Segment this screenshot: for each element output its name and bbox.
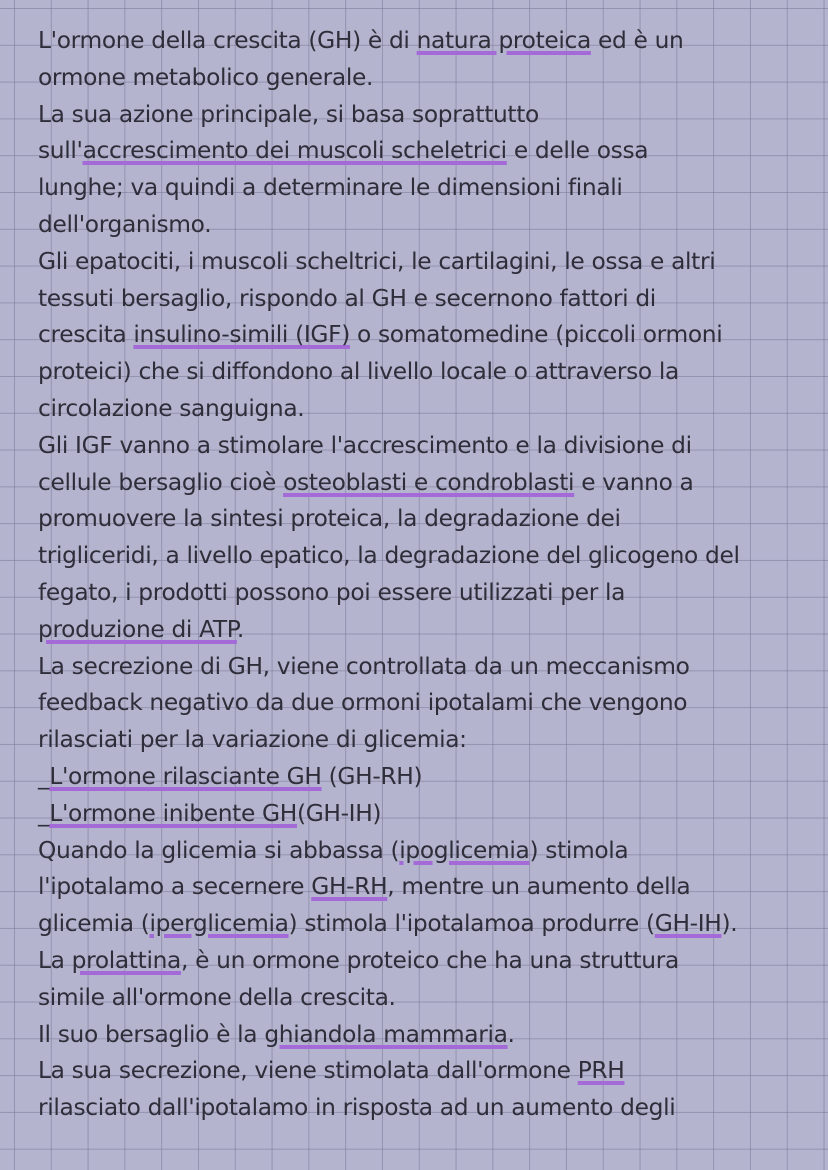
text-segment: La sua secrezione, viene stimolata dall'ormone <box>38 1056 578 1085</box>
text-segment: glicemia ( <box>38 909 150 938</box>
text-segment: rilasciato dall'ipotalamo in risposta ad un aumento degli <box>38 1093 676 1122</box>
text-segment: tessuti bersaglio, rispondo al GH e secernono fattori di <box>38 283 656 312</box>
text-line <box>38 22 822 59</box>
text-segment: Gli epatociti, i muscoli scheltrici, le cartilagini, le ossa e altri <box>38 246 716 275</box>
highlighted-phrase: iperglicemia <box>149 909 289 938</box>
text-segment: Quando la glicemia si abbassa ( <box>38 835 400 864</box>
text-segment: dell'organismo. <box>38 209 212 238</box>
text-line <box>38 832 822 869</box>
highlighted-phrase: produzione di ATP <box>38 614 237 643</box>
text-line <box>38 684 822 721</box>
text-line <box>38 316 822 353</box>
highlighted-phrase: GH-RH <box>311 872 388 901</box>
text-segment: (GH-IH) <box>296 798 382 827</box>
text-line <box>38 132 822 169</box>
text-segment: sull' <box>38 136 83 165</box>
text-line <box>38 1089 822 1126</box>
text-segment: proteici) che si diffondono al livello locale o attraverso la <box>38 357 679 386</box>
text-line <box>38 758 822 795</box>
text-segment: ed è un <box>590 26 684 54</box>
text-segment: e delle ossa <box>506 136 649 165</box>
highlighted-phrase: accrescimento dei muscoli scheletrici <box>82 136 507 165</box>
text-segment: circolazione sanguigna. <box>38 393 305 422</box>
text-segment: La <box>38 945 72 974</box>
text-segment: feedback negativo da due ormoni ipotalami che vengono <box>38 688 688 717</box>
text-line <box>38 169 822 206</box>
highlighted-phrase: insulino-simili (IGF) <box>133 320 350 349</box>
text-line <box>38 206 822 243</box>
highlighted-phrase: natura proteica <box>416 26 591 54</box>
text-segment: ormone metabolico generale. <box>38 62 374 91</box>
text-segment: _ <box>38 798 50 827</box>
text-segment: o somatomedine (piccoli ormoni <box>349 320 723 349</box>
text-segment: rilasciati per la variazione di glicemia: <box>38 725 467 754</box>
text-line <box>38 353 822 390</box>
text-line <box>38 648 822 685</box>
text-segment: crescita <box>38 320 134 349</box>
text-line <box>38 905 822 942</box>
text-line <box>38 243 822 280</box>
text-segment: Il suo bersaglio è la <box>38 1019 265 1048</box>
text-line <box>38 942 822 979</box>
text-line <box>38 96 822 133</box>
highlighted-phrase: osteoblasti e condroblasti <box>283 467 575 496</box>
text-segment: ). <box>721 909 738 938</box>
highlighted-phrase: GH-IH <box>654 909 722 938</box>
text-segment: fegato, i prodotti possono poi essere utilizzati per la <box>38 577 626 606</box>
text-line <box>38 795 822 832</box>
highlighted-phrase: PRH <box>577 1056 625 1085</box>
text-segment: e vanno a <box>574 467 694 496</box>
text-segment: La sua azione principale, si basa soprattutto <box>38 99 539 128</box>
text-line <box>38 464 822 501</box>
highlighted-phrase: L'ormone rilasciante GH <box>49 761 322 790</box>
text-line <box>38 390 822 427</box>
text-line <box>38 1052 822 1089</box>
text-segment: . <box>507 1019 515 1048</box>
text-line <box>38 979 822 1016</box>
text-segment: _ <box>38 761 50 790</box>
text-line <box>38 868 822 905</box>
text-segment: ) stimola l'ipotalamoa produrre ( <box>288 909 655 938</box>
text-segment: . <box>236 614 244 643</box>
text-line <box>38 574 822 611</box>
highlighted-phrase: L'ormone inibente GH <box>49 798 297 827</box>
text-segment: Gli IGF vanno a stimolare l'accrescimento e la divisione di <box>38 430 692 459</box>
text-line <box>38 500 822 537</box>
notes-text <box>38 22 828 1126</box>
text-segment: ) stimola <box>529 835 629 864</box>
text-line <box>38 721 822 758</box>
text-segment: , è un ormone proteico che ha una struttura <box>180 945 679 974</box>
text-segment: lunghe; va quindi a determinare le dimensioni finali <box>38 173 623 202</box>
text-line <box>38 1016 822 1053</box>
text-line <box>38 427 822 464</box>
highlighted-phrase: prolattina <box>71 945 181 974</box>
text-segment: simile all'ormone della crescita. <box>38 982 396 1011</box>
text-segment: l'ipotalamo a secernere <box>38 872 312 901</box>
text-segment: L'ormone della crescita (GH) è di <box>38 26 417 54</box>
highlighted-phrase: ipoglicemia <box>399 835 530 864</box>
text-segment: , mentre un aumento della <box>387 872 691 901</box>
highlighted-phrase: ghiandola mammaria <box>264 1019 508 1048</box>
text-segment: trigliceridi, a livello epatico, la degradazione del glicogeno del <box>38 541 740 570</box>
text-line <box>38 611 822 648</box>
text-line <box>38 537 822 574</box>
text-segment: (GH-RH) <box>321 761 423 790</box>
text-line <box>38 280 822 317</box>
text-line <box>38 59 822 96</box>
text-segment: cellule bersaglio cioè <box>38 467 284 496</box>
text-segment: La secrezione di GH, viene controllata da un meccanismo <box>38 651 690 680</box>
text-segment: promuovere la sintesi proteica, la degradazione dei <box>38 504 621 533</box>
